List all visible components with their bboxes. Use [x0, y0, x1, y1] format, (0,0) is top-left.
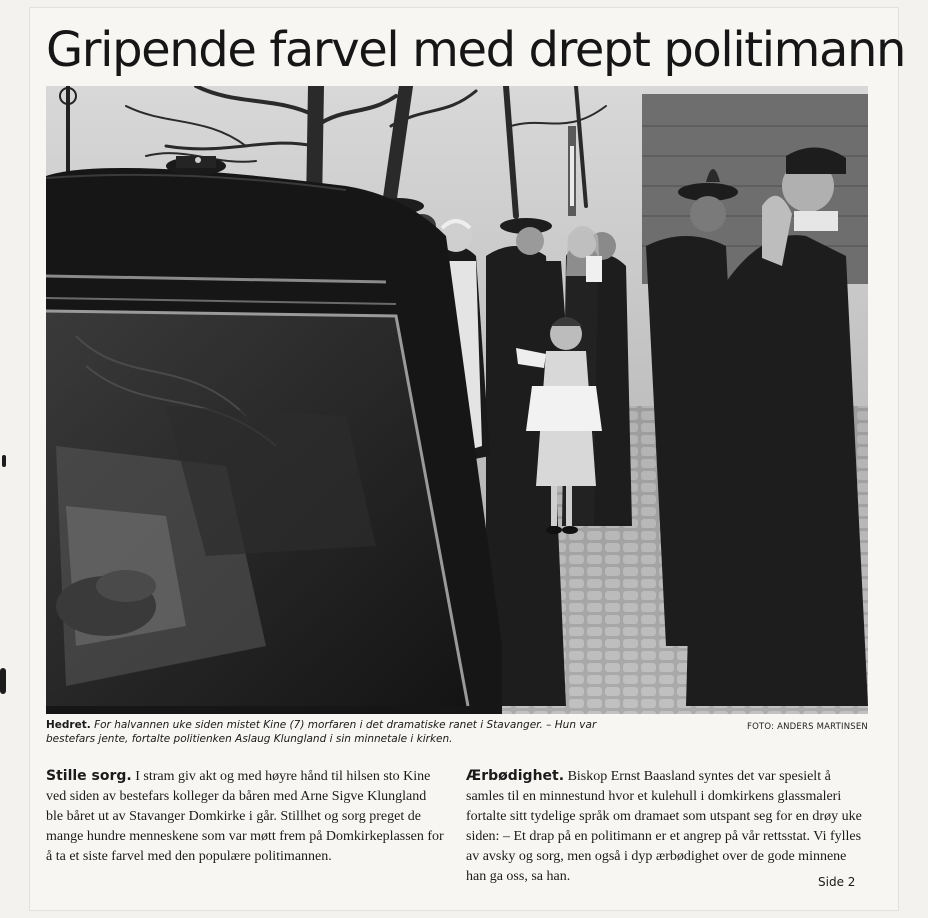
article-column-right — [466, 766, 868, 887]
kicker-aerbodighet: Ærbødighet. — [466, 768, 565, 784]
print-speck — [0, 668, 6, 694]
news-photo — [46, 86, 868, 714]
kicker-stille-sorg: Stille sorg. — [46, 768, 132, 784]
headline: Gripende farvel med drept politimann — [46, 22, 906, 78]
photo-caption — [46, 718, 606, 746]
page-reference: Side 2 — [818, 875, 856, 889]
caption-text: For halvannen uke siden mistet Kine (7) morfaren i det dramatiske ranet i Stavanger. – Hun var bestefars jente, fortalte politienken Aslaug Klungland i sin minnetale i kirken. — [46, 719, 597, 745]
column-left-text: I stram giv akt og med høyre hånd til hilsen sto Kine ved siden av bestefars kolleger da båren med Arne Sigve Klungland ble båret ut av Stavanger Domkirke i går. Stillhet og sorg preget de mange hundre menneskene som var møtt frem på Domkirkeplassen for å ta et siste farvel med den populære politimannen. — [46, 769, 444, 864]
column-right-text: Biskop Ernst Baasland syntes det var spesielt å samles til en minnestund hvor et kulehull i domkirkens glassmaleri fortalte sitt tydelige språk om dramaet som utspant seg for en drøy uke siden: – Et drap på en politimann er et angrep på vår rettsstat. Vi fylles av avsky og sorg, men også i dyp ærbødighet over de gode minnene han ga oss, sa han. — [466, 769, 862, 884]
print-speck — [2, 455, 6, 467]
photo-credit: FOTO: ANDERS MARTINSEN — [747, 722, 868, 732]
caption-lead: Hedret. — [46, 719, 91, 731]
article-column-left — [46, 766, 444, 867]
